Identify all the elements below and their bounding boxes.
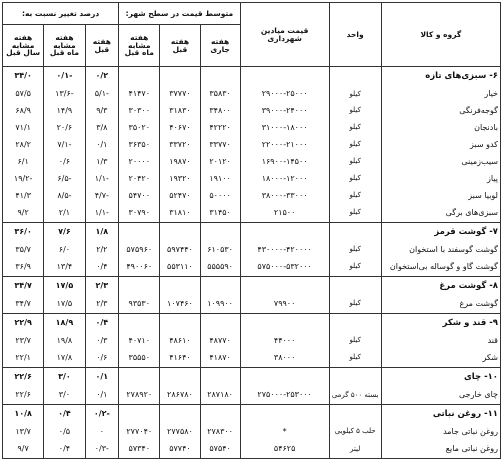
- same-week-prev-month-cell: ۲۰۰۰۰: [119, 153, 160, 170]
- same-week-prev-month-cell: ۲۰۴۲۰: [119, 170, 160, 187]
- previous-week-cell: ۲۷۷۵۸۰: [160, 423, 200, 440]
- same-week-prev-month-cell: ۴۰۷۱۰: [119, 332, 160, 349]
- previous-week-cell: ۱۹۳۲۰: [160, 170, 200, 187]
- change-prev-year-cell: ۲۲/۹: [3, 313, 44, 332]
- change-prev-year-cell: ۳۶/۰: [3, 222, 44, 241]
- change-prev-month-cell: -۷/۱: [44, 136, 85, 153]
- header-same-week-prev-month: هفته مشابه ماه قبل: [119, 25, 160, 67]
- unit-cell: کیلو: [329, 136, 381, 153]
- unit-cell: کیلو: [329, 119, 381, 136]
- change-prev-year-cell: ۳۵/۷: [3, 241, 44, 258]
- same-week-prev-month-cell: ۵۷۵۹۶۰: [119, 241, 160, 258]
- previous-week-cell: [160, 313, 200, 332]
- change-prev-month-cell: -۰/۱: [44, 67, 85, 86]
- unit-cell: کیلو: [329, 295, 381, 313]
- unit-cell: [329, 313, 381, 332]
- header-current-week: هفته جاری: [200, 25, 240, 67]
- change-prev-week-cell: -۴/۷: [85, 187, 119, 204]
- current-week-cell: ۵۵۵۵۹۰: [200, 258, 240, 276]
- market-price-cell: ۳۱۰۰۰-۱۸۰۰۰: [240, 119, 329, 136]
- item-name: قند: [381, 332, 500, 349]
- market-price-cell: ۴۳۰۰۰۰-۴۲۰۰۰۰: [240, 241, 329, 258]
- same-week-prev-month-cell: ۹۳۵۳۰: [119, 295, 160, 313]
- unit-cell: کیلو: [329, 204, 381, 222]
- current-week-cell: ۱۰۹۹۰۰: [200, 295, 240, 313]
- change-prev-year-cell: ۶۸/۹: [3, 103, 44, 120]
- change-prev-month-cell: ۱۸/۹: [44, 313, 85, 332]
- change-prev-year-cell: ۹/۲: [3, 204, 44, 222]
- header-change-same-prev-month: هفته مشابه ماه قبل: [44, 25, 85, 67]
- market-price-cell: [240, 367, 329, 386]
- same-week-prev-month-cell: [119, 404, 160, 423]
- header-group: گروه و کالا: [381, 3, 500, 67]
- market-price-cell: ۵۴۶۲۵: [240, 440, 329, 458]
- item-row: [3, 103, 501, 120]
- item-name: لوبیا سبز: [381, 187, 500, 204]
- item-row: [3, 170, 501, 187]
- current-week-cell: ۲۸۷۱۸۰: [200, 386, 240, 404]
- header-unit: واحد: [329, 3, 381, 67]
- current-week-cell: ۳۴۸۰۰: [200, 103, 240, 120]
- unit-cell: [329, 276, 381, 295]
- change-prev-week-cell: -۱/۱: [85, 170, 119, 187]
- item-row: [3, 153, 501, 170]
- market-price-cell: ۷۹۹۰۰: [240, 295, 329, 313]
- same-week-prev-month-cell: ۵۷۳۴۰: [119, 440, 160, 458]
- current-week-cell: ۴۲۲۲۰: [200, 119, 240, 136]
- current-week-cell: ۲۷۸۳۰۰: [200, 423, 240, 440]
- item-name: بادنجان: [381, 119, 500, 136]
- same-week-prev-month-cell: [119, 313, 160, 332]
- price-table: [2, 2, 501, 459]
- change-prev-year-cell: ۵۷/۵: [3, 86, 44, 103]
- item-row: [3, 295, 501, 313]
- item-name: ۱۰- چای: [381, 367, 500, 386]
- item-name: پیاز: [381, 170, 500, 187]
- market-price-cell: [240, 404, 329, 423]
- change-prev-year-cell: ۴۱/۳: [3, 187, 44, 204]
- category-row: [3, 222, 501, 241]
- unit-cell: بسته ۵۰۰ گرمی: [329, 386, 381, 404]
- item-row: [3, 187, 501, 204]
- previous-week-cell: [160, 67, 200, 86]
- same-week-prev-month-cell: ۴۹۰۰۶۰: [119, 258, 160, 276]
- change-prev-month-cell: ۲۰/۶: [44, 119, 85, 136]
- change-prev-month-cell: ۰/۴: [44, 404, 85, 423]
- current-week-cell: ۳۱۴۵۰: [200, 204, 240, 222]
- change-prev-week-cell: -۵/۱: [85, 86, 119, 103]
- market-price-cell: ۳۸۰۰۰-۳۳۰۰۰: [240, 187, 329, 204]
- market-price-cell: [240, 276, 329, 295]
- change-prev-month-cell: ۳/۰: [44, 386, 85, 404]
- item-name: روغن نباتی مایع: [381, 440, 500, 458]
- previous-week-cell: ۴۰۶۷۰: [160, 119, 200, 136]
- current-week-cell: ۶۱۰۵۳۰: [200, 241, 240, 258]
- item-row: [3, 423, 501, 440]
- same-week-prev-month-cell: ۴۱۴۷۰: [119, 86, 160, 103]
- change-prev-month-cell: ۳/۰: [44, 367, 85, 386]
- same-week-prev-month-cell: [119, 276, 160, 295]
- change-prev-year-cell: ۱۰/۸: [3, 404, 44, 423]
- change-prev-week-cell: ۰: [85, 423, 119, 440]
- same-week-prev-month-cell: ۲۷۸۹۲۰: [119, 386, 160, 404]
- previous-week-cell: [160, 276, 200, 295]
- change-prev-year-cell: ۲۲/۶: [3, 386, 44, 404]
- current-week-cell: ۳۵۸۳۰: [200, 86, 240, 103]
- item-row: [3, 386, 501, 404]
- previous-week-cell: [160, 367, 200, 386]
- change-prev-month-cell: ۱۷/۸: [44, 349, 85, 367]
- change-prev-week-cell: ۰/۶: [85, 349, 119, 367]
- change-prev-week-cell: -۱/۱: [85, 204, 119, 222]
- previous-week-cell: ۱۰۷۴۶۰: [160, 295, 200, 313]
- category-row: [3, 367, 501, 386]
- change-prev-week-cell: ۰/۲: [85, 67, 119, 86]
- same-week-prev-month-cell: ۳۰۷۹۰: [119, 204, 160, 222]
- item-name: گوجه‌فرنگی: [381, 103, 500, 120]
- previous-week-cell: ۵۹۷۴۴۰: [160, 241, 200, 258]
- same-week-prev-month-cell: ۳۶۳۵۰: [119, 136, 160, 153]
- item-name: ۸- گوشت مرغ: [381, 276, 500, 295]
- same-week-prev-month-cell: [119, 67, 160, 86]
- change-prev-month-cell: ۷/۶: [44, 222, 85, 241]
- unit-cell: [329, 67, 381, 86]
- header-average-price: متوسط قیمت در سطح شهر:: [119, 3, 241, 25]
- market-price-cell: ۲۷۵۰۰۰-۲۵۳۰۰۰: [240, 386, 329, 404]
- item-row: [3, 332, 501, 349]
- same-week-prev-month-cell: [119, 367, 160, 386]
- category-row: [3, 276, 501, 295]
- change-prev-week-cell: ۳/۸: [85, 119, 119, 136]
- item-row: [3, 136, 501, 153]
- change-prev-year-cell: ۳۴/۰: [3, 67, 44, 86]
- change-prev-month-cell: ۰/۵: [44, 423, 85, 440]
- previous-week-cell: ۴۱۶۴۰: [160, 349, 200, 367]
- previous-week-cell: [160, 222, 200, 241]
- change-prev-week-cell: ۰/۳: [85, 332, 119, 349]
- change-prev-month-cell: ۰/۶: [44, 153, 85, 170]
- category-row: [3, 313, 501, 332]
- current-week-cell: ۱۹۱۰۰: [200, 170, 240, 187]
- change-prev-month-cell: ۲/۱: [44, 204, 85, 222]
- unit-cell: کیلو: [329, 170, 381, 187]
- item-row: [3, 349, 501, 367]
- market-price-cell: ۲۹۰۰۰-۲۵۰۰۰: [240, 86, 329, 103]
- item-row: [3, 204, 501, 222]
- previous-week-cell: ۳۷۷۷۰: [160, 86, 200, 103]
- current-week-cell: [200, 222, 240, 241]
- current-week-cell: [200, 404, 240, 423]
- unit-cell: کیلو: [329, 187, 381, 204]
- previous-week-cell: ۳۱۸۳۰: [160, 103, 200, 120]
- previous-week-cell: [160, 404, 200, 423]
- current-week-cell: [200, 276, 240, 295]
- current-week-cell: ۵۰۰۰۰: [200, 187, 240, 204]
- category-row: [3, 67, 501, 86]
- change-prev-week-cell: ۰/۱: [85, 136, 119, 153]
- market-price-cell: *: [240, 423, 329, 440]
- item-name: خیار: [381, 86, 500, 103]
- same-week-prev-month-cell: ۳۵۰۲۰: [119, 119, 160, 136]
- current-week-cell: ۴۱۸۷۰: [200, 349, 240, 367]
- market-price-cell: [240, 313, 329, 332]
- previous-week-cell: ۵۵۳۱۱۰: [160, 258, 200, 276]
- market-price-cell: [240, 222, 329, 241]
- header-change-prev-week: هفته قبل: [85, 25, 119, 67]
- item-name: ۱۱- روغن نباتی: [381, 404, 500, 423]
- change-prev-month-cell: ۰/۴: [44, 440, 85, 458]
- change-prev-week-cell: -۰/۳: [85, 440, 119, 458]
- item-row: [3, 258, 501, 276]
- change-prev-month-cell: -۸/۵: [44, 187, 85, 204]
- category-row: [3, 404, 501, 423]
- header-change-percent: درصد تغییر نسبت به:: [3, 3, 119, 25]
- change-prev-month-cell: -۶/۵: [44, 170, 85, 187]
- change-prev-year-cell: ۲۲/۶: [3, 367, 44, 386]
- header-market-price: قیمت میادین شهرداری: [240, 3, 329, 67]
- market-price-cell: ۲۲۰۰۰-۲۱۰۰۰: [240, 136, 329, 153]
- current-week-cell: ۳۳۷۷۰: [200, 136, 240, 153]
- previous-week-cell: ۳۱۸۱۰: [160, 204, 200, 222]
- change-prev-week-cell: ۲/۲: [85, 241, 119, 258]
- market-price-cell: ۱۶۹۰۰-۱۴۵۰۰: [240, 153, 329, 170]
- change-prev-week-cell: ۲/۳: [85, 276, 119, 295]
- item-row: [3, 440, 501, 458]
- change-prev-month-cell: ۱۳/۴: [44, 258, 85, 276]
- change-prev-week-cell: ۱/۸: [85, 222, 119, 241]
- item-row: [3, 241, 501, 258]
- previous-week-cell: ۳۳۷۲۰: [160, 136, 200, 153]
- change-prev-year-cell: ۳۶/۹: [3, 258, 44, 276]
- change-prev-week-cell: ۱/۳: [85, 153, 119, 170]
- item-name: روغن نباتی جامد: [381, 423, 500, 440]
- change-prev-month-cell: ۶/۰: [44, 241, 85, 258]
- change-prev-week-cell: ۰/۴: [85, 313, 119, 332]
- change-prev-year-cell: ۷۱/۱: [3, 119, 44, 136]
- item-name: گوشت مرغ: [381, 295, 500, 313]
- change-prev-month-cell: ۱۴/۹: [44, 103, 85, 120]
- unit-cell: کیلو: [329, 241, 381, 258]
- current-week-cell: [200, 67, 240, 86]
- item-name: گوشت گوسفند با استخوان: [381, 241, 500, 258]
- unit-cell: حلب ۵ کیلویی: [329, 423, 381, 440]
- previous-week-cell: ۵۲۴۷۰: [160, 187, 200, 204]
- change-prev-year-cell: ۲۳/۷: [3, 332, 44, 349]
- unit-cell: کیلو: [329, 258, 381, 276]
- market-price-cell: ۵۷۵۰۰۰-۵۳۲۰۰۰: [240, 258, 329, 276]
- current-week-cell: ۲۰۱۲۰: [200, 153, 240, 170]
- unit-cell: کیلو: [329, 103, 381, 120]
- current-week-cell: ۵۷۵۴۰: [200, 440, 240, 458]
- header-previous-week: هفته قبل: [160, 25, 200, 67]
- item-name: گوشت گاو و گوساله بی‌استخوان: [381, 258, 500, 276]
- item-row: [3, 119, 501, 136]
- same-week-prev-month-cell: ۳۰۳۰۰: [119, 103, 160, 120]
- item-name: چای خارجی: [381, 386, 500, 404]
- unit-cell: کیلو: [329, 349, 381, 367]
- same-week-prev-month-cell: ۵۴۷۰۰: [119, 187, 160, 204]
- current-week-cell: [200, 313, 240, 332]
- market-price-cell: ۳۸۰۰۰: [240, 349, 329, 367]
- change-prev-week-cell: -۰/۲: [85, 404, 119, 423]
- change-prev-year-cell: ۳۴/۷: [3, 276, 44, 295]
- item-name: ۷- گوشت قرمز: [381, 222, 500, 241]
- change-prev-year-cell: ۳۴/۷: [3, 295, 44, 313]
- previous-week-cell: ۱۹۸۷۰: [160, 153, 200, 170]
- change-prev-month-cell: -۱۳/۶: [44, 86, 85, 103]
- current-week-cell: [200, 367, 240, 386]
- market-price-cell: [240, 67, 329, 86]
- change-prev-year-cell: ۹/۷: [3, 440, 44, 458]
- market-price-cell: ۳۹۰۰۰-۲۴۰۰۰: [240, 103, 329, 120]
- current-week-cell: ۴۸۷۷۰: [200, 332, 240, 349]
- change-prev-week-cell: ۹/۳: [85, 103, 119, 120]
- change-prev-month-cell: ۱۹/۸: [44, 332, 85, 349]
- item-name: شکر: [381, 349, 500, 367]
- change-prev-year-cell: ۲۸/۲: [3, 136, 44, 153]
- change-prev-year-cell: ۲۲/۱: [3, 349, 44, 367]
- item-name: کدو سبز: [381, 136, 500, 153]
- item-name: سبزی‌های برگی: [381, 204, 500, 222]
- change-prev-month-cell: ۱۷/۵: [44, 295, 85, 313]
- market-price-cell: ۱۸۰۰۰-۱۲۰۰۰: [240, 170, 329, 187]
- table-body: [3, 67, 501, 459]
- header-change-same-prev-year: هفته مشابه سال قبل: [3, 25, 44, 67]
- unit-cell: کیلو: [329, 86, 381, 103]
- previous-week-cell: ۵۷۷۴۰: [160, 440, 200, 458]
- previous-week-cell: ۴۸۶۱۰: [160, 332, 200, 349]
- change-prev-week-cell: ۰/۱: [85, 386, 119, 404]
- same-week-prev-month-cell: ۲۷۷۰۴۰: [119, 423, 160, 440]
- unit-cell: [329, 222, 381, 241]
- market-price-cell: ۲۱۵۰۰: [240, 204, 329, 222]
- previous-week-cell: ۲۸۶۷۸۰: [160, 386, 200, 404]
- change-prev-year-cell: ۱۳/۷: [3, 423, 44, 440]
- same-week-prev-month-cell: [119, 222, 160, 241]
- change-prev-week-cell: ۰/۱: [85, 367, 119, 386]
- unit-cell: کیلو: [329, 153, 381, 170]
- change-prev-month-cell: ۱۷/۵: [44, 276, 85, 295]
- unit-cell: [329, 404, 381, 423]
- change-prev-week-cell: ۰/۴: [85, 258, 119, 276]
- unit-cell: کیلو: [329, 332, 381, 349]
- item-name: ۶- سبزی‌های تازه: [381, 67, 500, 86]
- item-name: ۹- قند و شکر: [381, 313, 500, 332]
- market-price-cell: ۴۴۰۰۰: [240, 332, 329, 349]
- change-prev-year-cell: ۶/۱: [3, 153, 44, 170]
- change-prev-year-cell: -۱۹/۲: [3, 170, 44, 187]
- item-name: سیب‌زمینی: [381, 153, 500, 170]
- change-prev-week-cell: ۲/۳: [85, 295, 119, 313]
- unit-cell: لیتر: [329, 440, 381, 458]
- unit-cell: [329, 367, 381, 386]
- item-row: [3, 86, 501, 103]
- same-week-prev-month-cell: ۳۵۵۵۰: [119, 349, 160, 367]
